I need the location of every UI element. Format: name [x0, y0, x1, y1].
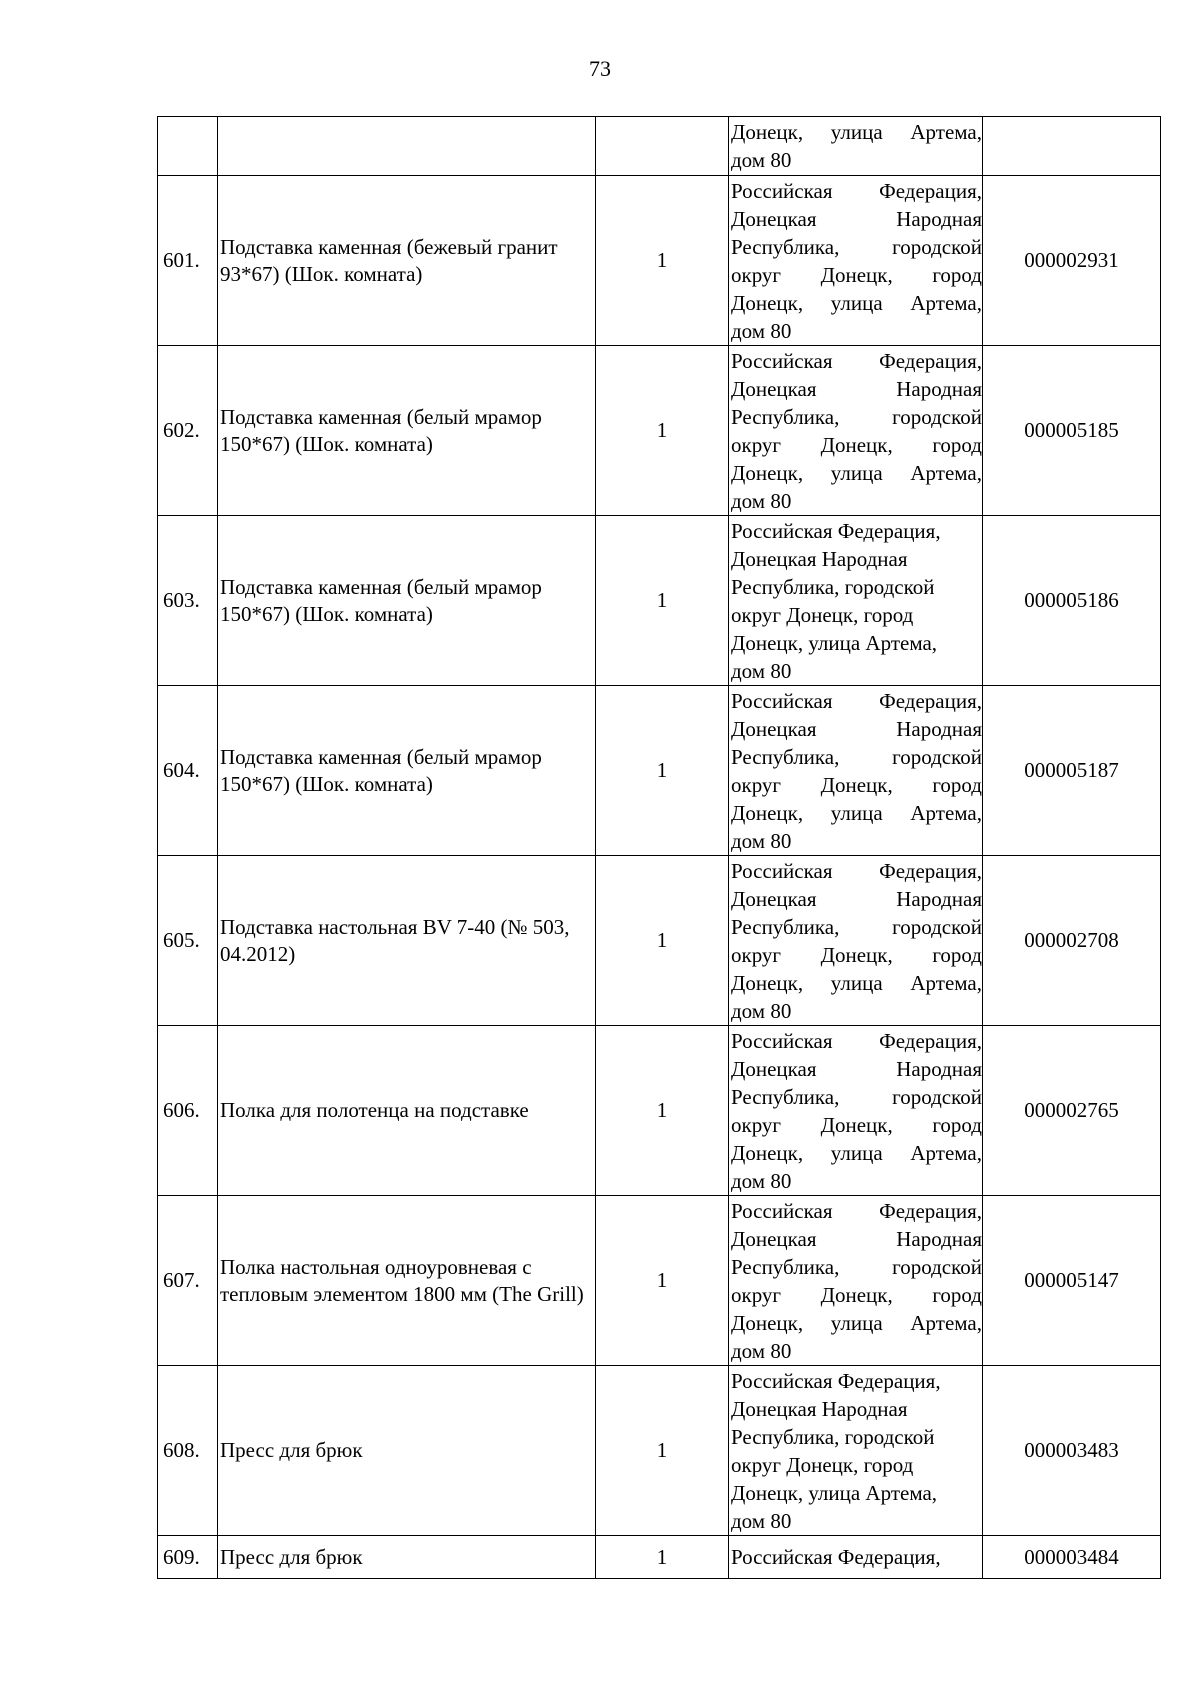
table-row — [158, 856, 1161, 1026]
inventory-code-cell: 000005147 — [983, 1196, 1161, 1366]
item-name-cell: Подставка настольная BV 7-40 (№ 503, 04.2012) — [218, 856, 596, 1026]
address-line: дом 80 — [731, 998, 792, 1023]
quantity-cell: 1 — [596, 856, 729, 1026]
address-line: округ Донецк, город — [731, 1282, 982, 1307]
address-cell — [729, 1196, 983, 1366]
address-line: округ Донецк, город — [731, 942, 982, 967]
address-line: дом 80 — [731, 318, 792, 343]
quantity-cell: 1 — [596, 516, 729, 686]
table-row — [158, 346, 1161, 516]
inventory-code-cell: 000002931 — [983, 176, 1161, 346]
address-line: Российская Федерация, — [731, 1368, 941, 1393]
item-name-cell: Полка настольная одноуровневая с тепловым элементом 1800 мм (The Grill) — [218, 1196, 596, 1366]
address-line: Республика, городской — [731, 404, 982, 429]
address-line: дом 80 — [731, 1168, 792, 1193]
address-line: дом 80 — [731, 148, 792, 172]
address-line: дом 80 — [731, 488, 792, 513]
address-line: Республика, городской — [731, 574, 935, 599]
address-line: Донецк, улица Артема, — [731, 630, 938, 655]
inventory-code-cell: 000002765 — [983, 1026, 1161, 1196]
address-line: Республика, городской — [731, 914, 982, 939]
address-line: Российская Федерация, — [731, 1028, 982, 1053]
row-number-cell: 609. — [158, 1536, 218, 1579]
address-line: Донецкая Народная — [731, 1396, 908, 1421]
address-line: Донецкая Народная — [731, 206, 982, 231]
address-line: Донецк, улица Артема, — [731, 970, 982, 995]
address-line: Республика, городской — [731, 1424, 935, 1449]
table-row — [158, 686, 1161, 856]
inventory-code-cell: 000003483 — [983, 1366, 1161, 1536]
row-number-cell: 601. — [158, 176, 218, 346]
address-line: Республика, городской — [731, 1084, 982, 1109]
address-line: дом 80 — [731, 828, 792, 853]
address-line: округ Донецк, город — [731, 432, 982, 457]
row-number-cell: 603. — [158, 516, 218, 686]
address-line: Донецкая Народная — [731, 886, 982, 911]
address-line: Российская Федерация, — [731, 178, 982, 203]
quantity-cell — [596, 117, 729, 176]
item-name-cell: Подставка каменная (бежевый гранит 93*67) (Шок. комната) — [218, 176, 596, 346]
table-row — [158, 176, 1161, 346]
item-name-cell: Пресс для брюк — [218, 1536, 596, 1579]
address-line: Российская Федерация, — [731, 1545, 941, 1569]
inventory-code-cell: 000002708 — [983, 856, 1161, 1026]
address-line: Российская Федерация, — [731, 518, 941, 543]
quantity-cell: 1 — [596, 1536, 729, 1579]
address-cell — [729, 1366, 983, 1536]
item-name-cell: Пресс для брюк — [218, 1366, 596, 1536]
table-row — [158, 516, 1161, 686]
inventory-code-cell: 000005185 — [983, 346, 1161, 516]
address-line: округ Донецк, город — [731, 262, 982, 287]
address-line: округ Донецк, город — [731, 1452, 914, 1477]
row-number-cell — [158, 117, 218, 176]
table-row — [158, 1196, 1161, 1366]
address-line: округ Донецк, город — [731, 1112, 982, 1137]
address-line: Российская Федерация, — [731, 348, 982, 373]
address-line: Республика, городской — [731, 744, 982, 769]
inventory-code-cell — [983, 117, 1161, 176]
address-cell — [729, 686, 983, 856]
row-number-cell: 602. — [158, 346, 218, 516]
address-line: Донецкая Народная — [731, 1226, 982, 1251]
item-name-cell: Подставка каменная (белый мрамор 150*67) (Шок. комната) — [218, 686, 596, 856]
address-line: Российская Федерация, — [731, 1198, 982, 1223]
item-name-cell: Полка для полотенца на подставке — [218, 1026, 596, 1196]
quantity-cell: 1 — [596, 1366, 729, 1536]
row-number-cell: 607. — [158, 1196, 218, 1366]
address-cell — [729, 1536, 983, 1579]
row-number-cell: 606. — [158, 1026, 218, 1196]
address-line: Российская Федерация, — [731, 858, 982, 883]
page-number: 73 — [589, 56, 611, 81]
address-line: дом 80 — [731, 1338, 792, 1363]
item-name-cell: Подставка каменная (белый мрамор 150*67) (Шок. комната) — [218, 346, 596, 516]
address-line: округ Донецк, город — [731, 602, 914, 627]
address-cell — [729, 346, 983, 516]
inventory-table — [157, 116, 1161, 1579]
address-line: Донецкая Народная — [731, 376, 982, 401]
address-line: округ Донецк, город — [731, 772, 982, 797]
quantity-cell: 1 — [596, 176, 729, 346]
inventory-code-cell: 000005186 — [983, 516, 1161, 686]
table-row — [158, 1366, 1161, 1536]
address-line: Донецк, улица Артема, — [731, 290, 982, 315]
address-cell — [729, 516, 983, 686]
inventory-code-cell: 000005187 — [983, 686, 1161, 856]
quantity-cell: 1 — [596, 346, 729, 516]
address-cell — [729, 117, 983, 176]
row-number-cell: 608. — [158, 1366, 218, 1536]
address-line: Донецкая Народная — [731, 716, 982, 741]
address-line: Донецк, улица Артема, — [731, 1480, 938, 1505]
address-line: Донецкая Народная — [731, 1056, 982, 1081]
address-line: Российская Федерация, — [731, 688, 982, 713]
inventory-code-cell: 000003484 — [983, 1536, 1161, 1579]
address-cell — [729, 856, 983, 1026]
address-line: дом 80 — [731, 1508, 792, 1533]
item-name-cell: Подставка каменная (белый мрамор 150*67) (Шок. комната) — [218, 516, 596, 686]
address-line: Республика, городской — [731, 234, 982, 259]
address-line: Донецк, улица Артема, — [731, 120, 982, 144]
address-line: дом 80 — [731, 658, 792, 683]
row-number-cell: 605. — [158, 856, 218, 1026]
item-name-cell — [218, 117, 596, 176]
table-row — [158, 1536, 1161, 1579]
address-cell — [729, 176, 983, 346]
address-line: Республика, городской — [731, 1254, 982, 1279]
address-line: Донецкая Народная — [731, 546, 908, 571]
address-cell — [729, 1026, 983, 1196]
quantity-cell: 1 — [596, 1196, 729, 1366]
quantity-cell: 1 — [596, 686, 729, 856]
address-line: Донецк, улица Артема, — [731, 1140, 982, 1165]
table-row — [158, 1026, 1161, 1196]
address-line: Донецк, улица Артема, — [731, 460, 982, 485]
address-line: Донецк, улица Артема, — [731, 1310, 982, 1335]
quantity-cell: 1 — [596, 1026, 729, 1196]
table-row — [158, 117, 1161, 176]
row-number-cell: 604. — [158, 686, 218, 856]
address-line: Донецк, улица Артема, — [731, 800, 982, 825]
